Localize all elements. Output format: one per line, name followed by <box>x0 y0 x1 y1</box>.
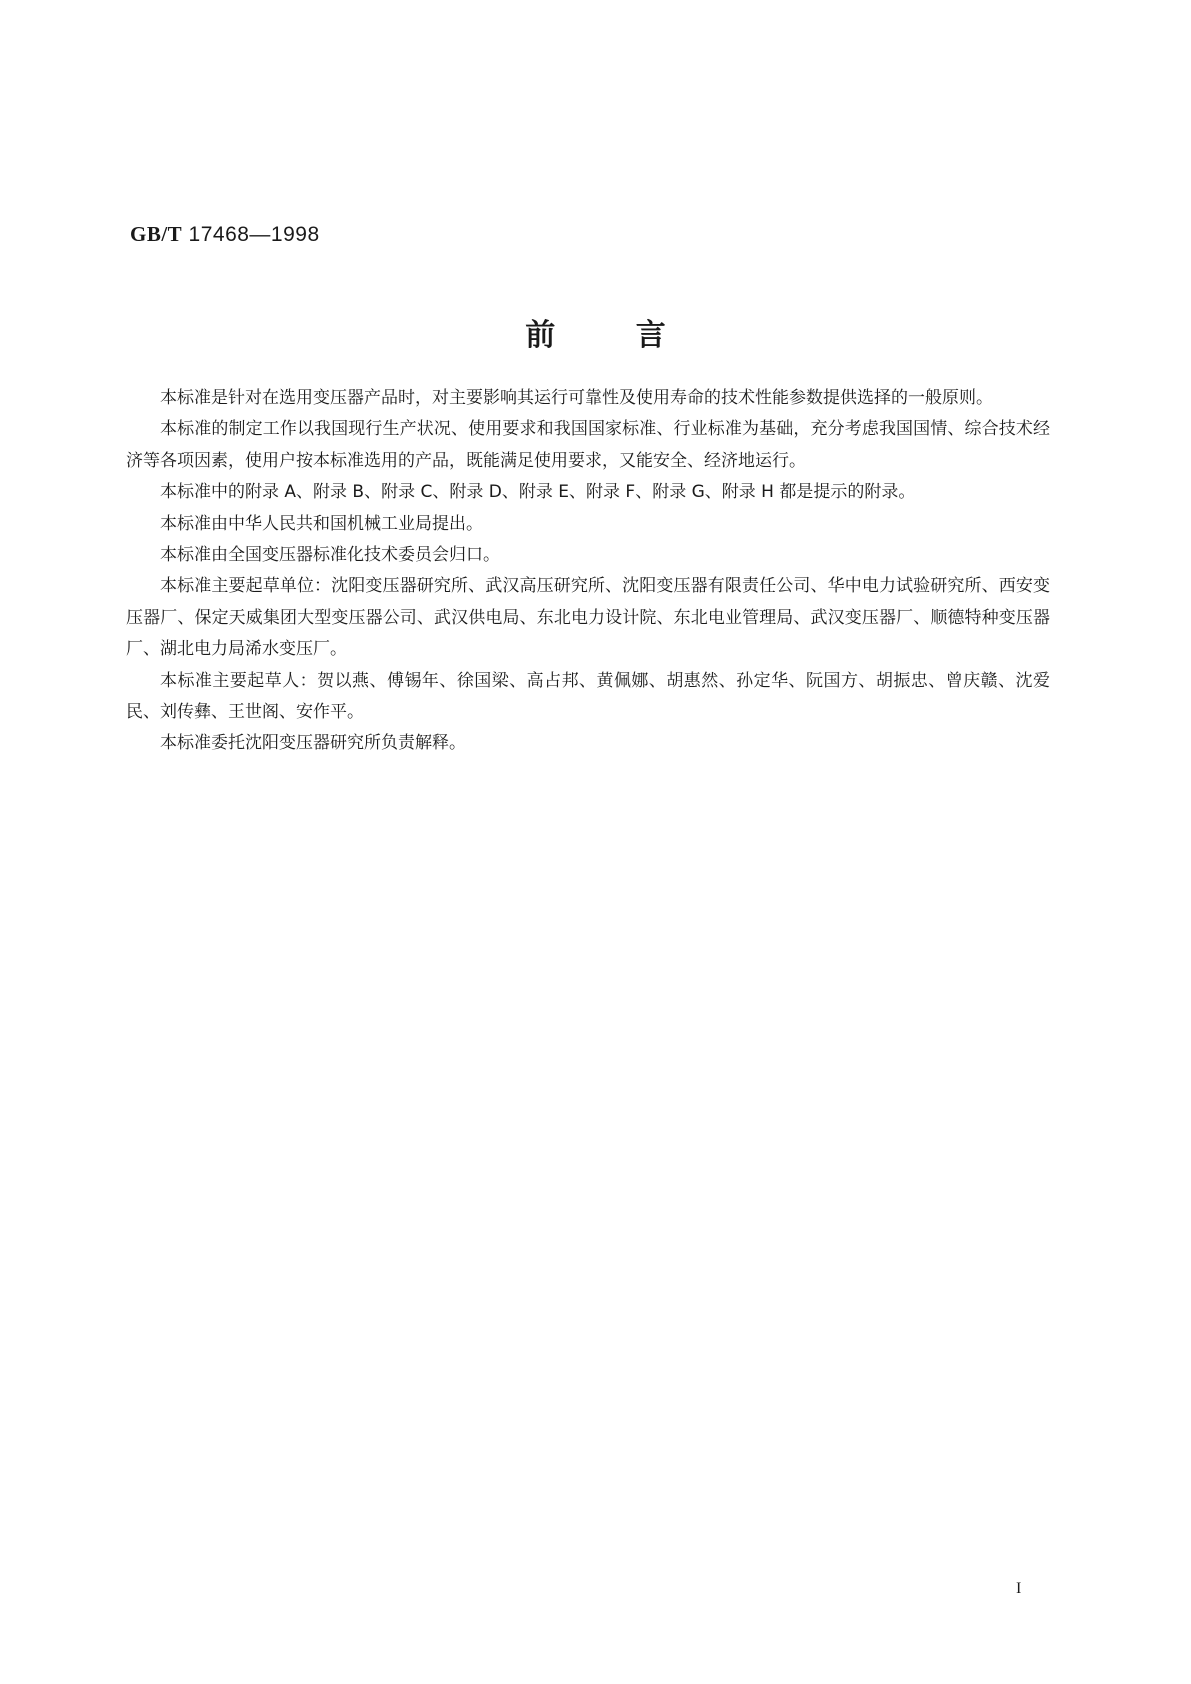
paragraph: 本标准是针对在选用变压器产品时，对主要影响其运行可靠性及使用寿命的技术性能参数提供选择的一般原则。 <box>160 388 993 408</box>
paragraph: 本标准主要起草人：贺以燕、傅锡年、徐国梁、高占邦、黄佩娜、胡惠然、孙定华、阮国方、胡振忠、曾庆赣、沈爱民、刘传彝、王世阁、安作平。 <box>126 670 1050 723</box>
paragraph: 本标准的制定工作以我国现行生产状况、使用要求和我国国家标准、行业标准为基础，充分考虑我国国情、综合技术经济等各项因素，使用户按本标准选用的产品，既能满足使用要求，又能安全、经济地运行。 <box>126 419 1050 471</box>
paragraph: 本标准中的附录 A、附录 B、附录 C、附录 D、附录 E、附录 F、附录 G、附录 H 都是提示的附录。 <box>160 482 916 503</box>
paragraph: 本标准由中华人民共和国机械工业局提出。 <box>160 513 483 534</box>
page-number: I <box>1016 1580 1022 1597</box>
standard-prefix: GB/T <box>130 222 183 246</box>
paragraph: 本标准委托沈阳变压器研究所负责解释。 <box>160 733 466 754</box>
title-char-2: 言 <box>635 318 666 353</box>
paragraph: 本标准由全国变压器标准化技术委员会归口。 <box>160 545 500 566</box>
page-title <box>0 316 1191 356</box>
paragraph: 本标准主要起草单位：沈阳变压器研究所、武汉高压研究所、沈阳变压器有限责任公司、华中电力试验研究所、西安变压器厂、保定天威集团大型变压器公司、武汉供电局、东北电力设计院、东北电业管理局、武汉变压器厂、顺德特种变压器厂、湖北电力局浠水变压厂。 <box>126 576 1050 660</box>
standard-code: 17468—1998 <box>188 223 320 246</box>
foreword-body <box>126 383 1050 760</box>
standard-number <box>130 222 320 247</box>
title-char-1: 前 <box>525 318 556 353</box>
